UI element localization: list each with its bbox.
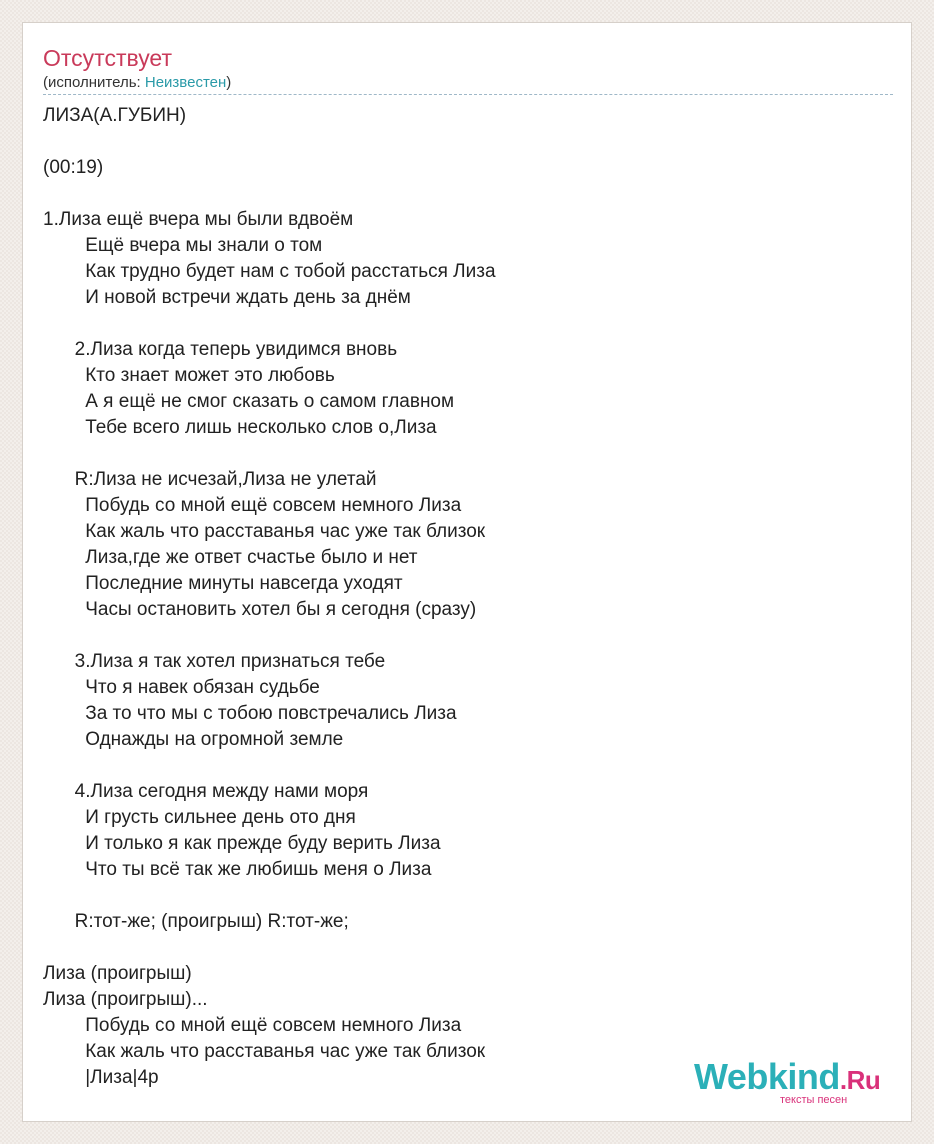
artist-link[interactable]: Неизвестен (144, 74, 227, 91)
lyrics-line: Что я навек обязан судьбе (43, 677, 320, 698)
lyrics-line: (00:19) (43, 157, 104, 178)
artist-prefix: (исполнитель: (43, 74, 145, 91)
lyrics-text (43, 103, 893, 1091)
lyrics-line (43, 753, 893, 779)
lyrics-line (43, 935, 893, 961)
lyrics-line: И новой встречи ждать день за днём (43, 287, 411, 308)
lyrics-card (22, 22, 912, 1122)
lyrics-line: За то что мы с тобою повстречались Лиза (43, 703, 457, 724)
lyrics-line: R:Лиза не исчезай,Лиза не улетай (43, 469, 377, 490)
lyrics-line (43, 441, 893, 467)
header-divider (43, 94, 893, 95)
lyrics-line: Что ты всё так же любишь меня о Лиза (43, 859, 432, 880)
lyrics-line: И только я как прежде буду верить Лиза (43, 833, 441, 854)
lyrics-line: И грусть сильнее день ото дня (43, 807, 356, 828)
logo-tld: .Ru (839, 1065, 881, 1095)
lyrics-line: |Лиза|4р (43, 1067, 159, 1088)
lyrics-line: Тебе всего лишь несколько слов о,Лиза (43, 417, 437, 438)
lyrics-line: Ещё вчера мы знали о том (43, 235, 323, 256)
logo-brand: Webkind (694, 1056, 840, 1097)
lyrics-line: Побудь со мной ещё совсем немного Лиза (43, 495, 462, 516)
lyrics-line: А я ещё не смог сказать о самом главном (43, 391, 455, 412)
lyrics-line: Лиза (проигрыш) (43, 963, 192, 984)
lyrics-line: Однажды на огромной земле (43, 729, 344, 750)
artist-line (43, 73, 231, 93)
lyrics-line (43, 129, 893, 155)
lyrics-line (43, 181, 893, 207)
song-title: Отсутствует (43, 45, 172, 71)
lyrics-line: Последние минуты навсегда уходят (43, 573, 403, 594)
lyrics-line: ЛИЗА(А.ГУБИН) (43, 105, 187, 126)
lyrics-line: 3.Лиза я так хотел признаться тебе (43, 651, 386, 672)
webkind-logo[interactable] (694, 1056, 894, 1112)
lyrics-line: Как жаль что расставанья час уже так близок (43, 521, 486, 542)
lyrics-line: Побудь со мной ещё совсем немного Лиза (43, 1015, 462, 1036)
lyrics-line: Часы остановить хотел бы я сегодня (сразу) (43, 599, 477, 620)
lyrics-line: R:тот-же; (проигрыш) R:тот-же; (43, 911, 349, 932)
lyrics-line (43, 311, 893, 337)
lyrics-line: Лиза,где же ответ счастье было и нет (43, 547, 418, 568)
lyrics-line: Кто знает может это любовь (43, 365, 335, 386)
lyrics-line: Как трудно будет нам с тобой расстаться Лиза (43, 261, 496, 282)
lyrics-line: 4.Лиза сегодня между нами моря (43, 781, 369, 802)
lyrics-line (43, 883, 893, 909)
logo-tagline: тексты песен (780, 1094, 848, 1106)
lyrics-line: 1.Лиза ещё вчера мы были вдвоём (43, 209, 354, 230)
artist-suffix: ) (226, 74, 232, 91)
lyrics-line (43, 623, 893, 649)
lyrics-line: 2.Лиза когда теперь увидимся вновь (43, 339, 398, 360)
lyrics-line: Лиза (проигрыш)... (43, 989, 208, 1010)
lyrics-line: Как жаль что расставанья час уже так близок (43, 1041, 486, 1062)
